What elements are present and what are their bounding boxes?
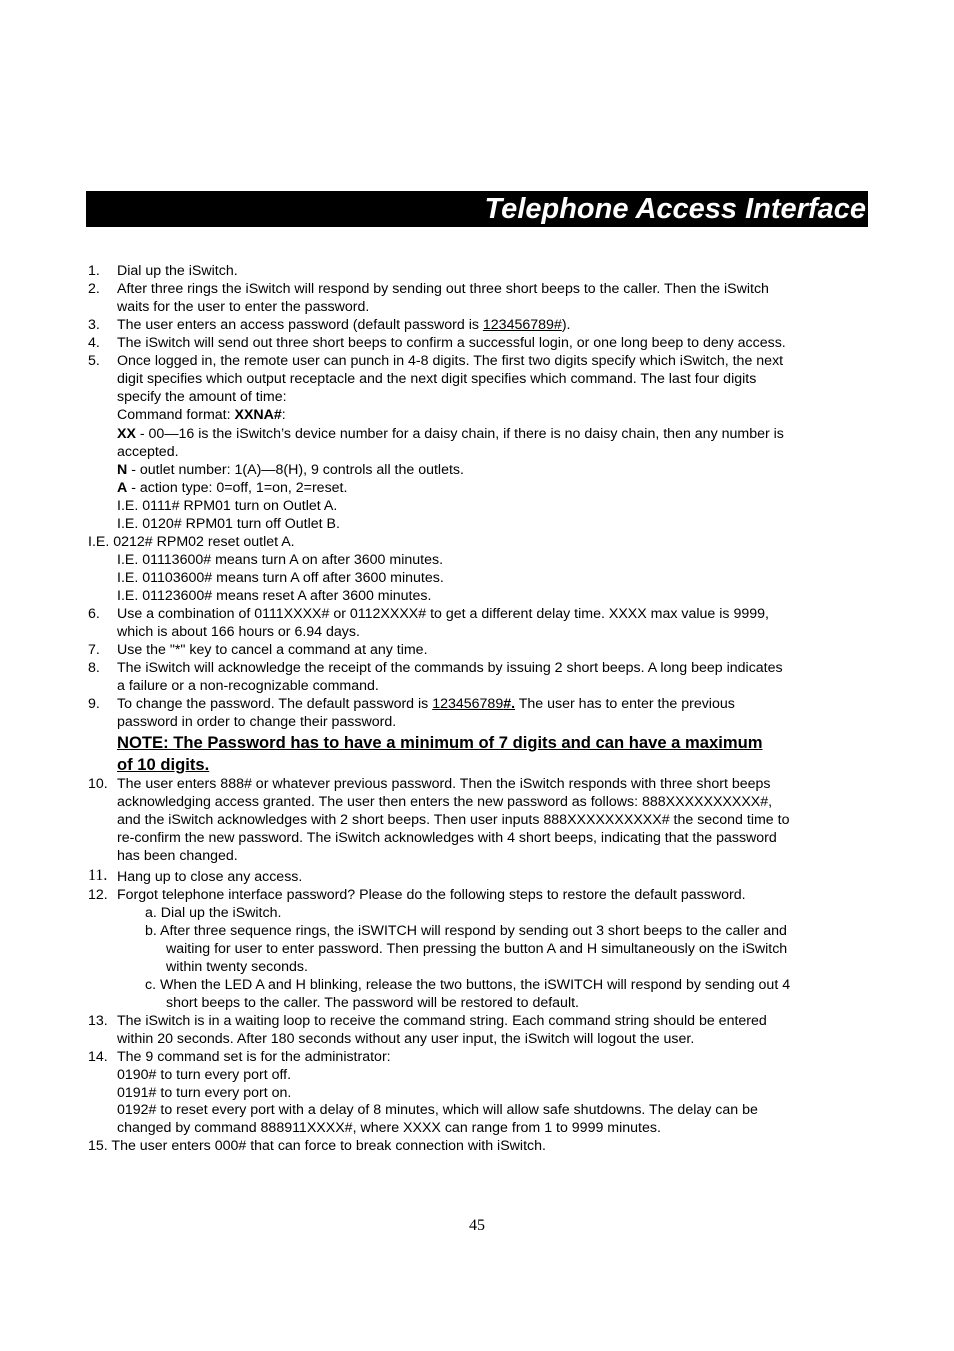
param-key: N [117,462,128,478]
command-line: changed by command 888911XXXX#, where XXXX can range from 1 to 9999 minutes. [117,1120,661,1136]
list-item-text [117,695,735,713]
list-number: 3. [88,317,100,333]
list-number: 14. [88,1049,108,1065]
text-run: 123456789 [432,696,504,712]
command-line: 0192# to reset every port with a delay of 8 minutes, which will allow safe shutdowns. The delay can be [117,1102,758,1118]
list-item-text: Forgot telephone interface password? Please do the following steps to restore the default password. [117,887,746,903]
list-item-text: The user enters 888# or whatever previous password. Then the iSwitch responds with three short beeps [117,776,771,792]
list-item-text: re-confirm the new password. The iSwitch acknowledges with 4 short beeps, indicating that the password [117,830,777,846]
list-number: 12. [88,887,108,903]
text-run: Command format: [117,407,235,423]
command-line: 0190# to turn every port off. [117,1067,292,1083]
text-run: The user enters an access password (default password is [117,317,483,333]
list-number: 8. [88,660,100,676]
list-number: 5. [88,353,100,369]
command-line: 0191# to turn every port on. [117,1085,292,1101]
sub-item: b. After three sequence rings, the iSWITCH will respond by sending out 3 short beeps to the caller and [145,923,787,939]
list-item-text: The iSwitch will acknowledge the receipt of the commands by issuing 2 short beeps. A long beep indicates [117,660,783,676]
list-item-text: waits for the user to enter the password. [117,299,370,315]
list-item-text: which is about 166 hours or 6.94 days. [117,624,360,640]
list-item-text: After three rings the iSwitch will respond by sending out three short beeps to the caller. Then the iSwitch [117,281,769,297]
list-item-text: The 9 command set is for the administrator: [117,1049,391,1065]
list-number: 1. [88,263,100,279]
list-item-text: Use a combination of 0111XXXX# or 0112XXXX# to get a different delay time. XXXX max value is 9999, [117,606,769,622]
text-run: #. [503,696,516,712]
list-item-text: Use the "*" key to cancel a command at any time. [117,642,428,658]
list-item-text: specify the amount of time: [117,389,287,405]
list-item-text: Dial up the iSwitch. [117,263,238,279]
param-desc: - 00—16 is the iSwitch’s device number for a daisy chain, if there is no daisy chain, then any number is [135,426,784,442]
sub-item: a. Dial up the iSwitch. [145,905,282,921]
list-number: 7. [88,642,100,658]
list-item-text [117,316,570,334]
list-number: 9. [88,696,100,712]
list-item-text: a failure or a non-recognizable command. [117,678,379,694]
sub-item: short beeps to the caller. The password will be restored to default. [166,995,579,1011]
param-a [117,479,347,497]
list-item-text: and the iSwitch acknowledges with 2 short beeps. Then user inputs 888XXXXXXXXXX# the second time to [117,812,790,828]
param-xx [117,425,784,443]
sub-item: within twenty seconds. [166,959,308,975]
page-number: 45 [469,1217,485,1234]
password-note-line: of 10 digits. [117,755,210,774]
example-line: I.E. 01123600# means reset A after 3600 minutes. [117,588,432,604]
example-line: I.E. 0120# RPM01 turn off Outlet B. [117,516,340,532]
list-item-text: within 20 seconds. After 180 seconds without any user input, the iSwitch will logout the user. [117,1031,695,1047]
list-item-text: 15. The user enters 000# that can force to break connection with iSwitch. [88,1138,546,1154]
password-note [117,732,762,776]
text-run: ). [561,317,571,333]
sub-item: waiting for user to enter password. Then pressing the button A and H simultaneously on the iSwitch [166,941,788,957]
page-title: Telephone Access Interface [484,193,866,225]
command-format [117,406,286,424]
list-number: 10. [88,776,108,792]
list-number: 6. [88,606,100,622]
param-n [117,461,464,479]
list-item-text: has been changed. [117,848,238,864]
text-run: To change the password. The default password is [117,696,433,712]
list-item-text: Once logged in, the remote user can punch in 4-8 digits. The first two digits specify which iSwitch, the next [117,353,784,369]
list-number: 11. [88,867,108,884]
default-password: 123456789# [482,317,562,333]
example-line: I.E. 01113600# means turn A on after 3600 minutes. [117,552,444,568]
param-desc: - outlet number: 1(A)—8(H), 9 controls all the outlets. [127,462,464,478]
password-note-line: NOTE: The Password has to have a minimum of 7 digits and can have a maximum [117,733,763,752]
example-line: I.E. 0212# RPM02 reset outlet A. [88,534,295,550]
section-header-bar [86,191,868,227]
text-run: The user has to enter the previous [515,696,735,712]
list-number: 2. [88,281,100,297]
example-line: I.E. 0111# RPM01 turn on Outlet A. [117,498,338,514]
text-run: : [281,407,286,423]
list-number: 13. [88,1013,108,1029]
command-format-code: XXNA# [234,407,282,423]
list-item-text: The iSwitch is in a waiting loop to receive the command string. Each command string should be entered [117,1013,767,1029]
example-line: I.E. 01103600# means turn A off after 3600 minutes. [117,570,444,586]
list-item-text: digit specifies which output receptacle and the next digit specifies which command. The last four digits [117,371,757,387]
list-number: 4. [88,335,100,351]
list-item-text: password in order to change their password. [117,714,397,730]
list-item-text: Hang up to close any access. [117,869,303,885]
param-desc: - action type: 0=off, 1=on, 2=reset. [127,480,348,496]
param-key: XX [117,426,136,442]
list-item-text: The iSwitch will send out three short beeps to confirm a successful login, or one long beep to deny access. [117,335,786,351]
param-key: A [117,480,128,496]
sub-item: c. When the LED A and H blinking, release the two buttons, the iSWITCH will respond by sending out 4 [145,977,791,993]
default-password [432,696,515,712]
list-item-text: acknowledging access granted. The user then enters the new password as follows: 888XXXXXXXXXX#, [117,794,773,810]
param-xx-cont: accepted. [117,444,179,460]
